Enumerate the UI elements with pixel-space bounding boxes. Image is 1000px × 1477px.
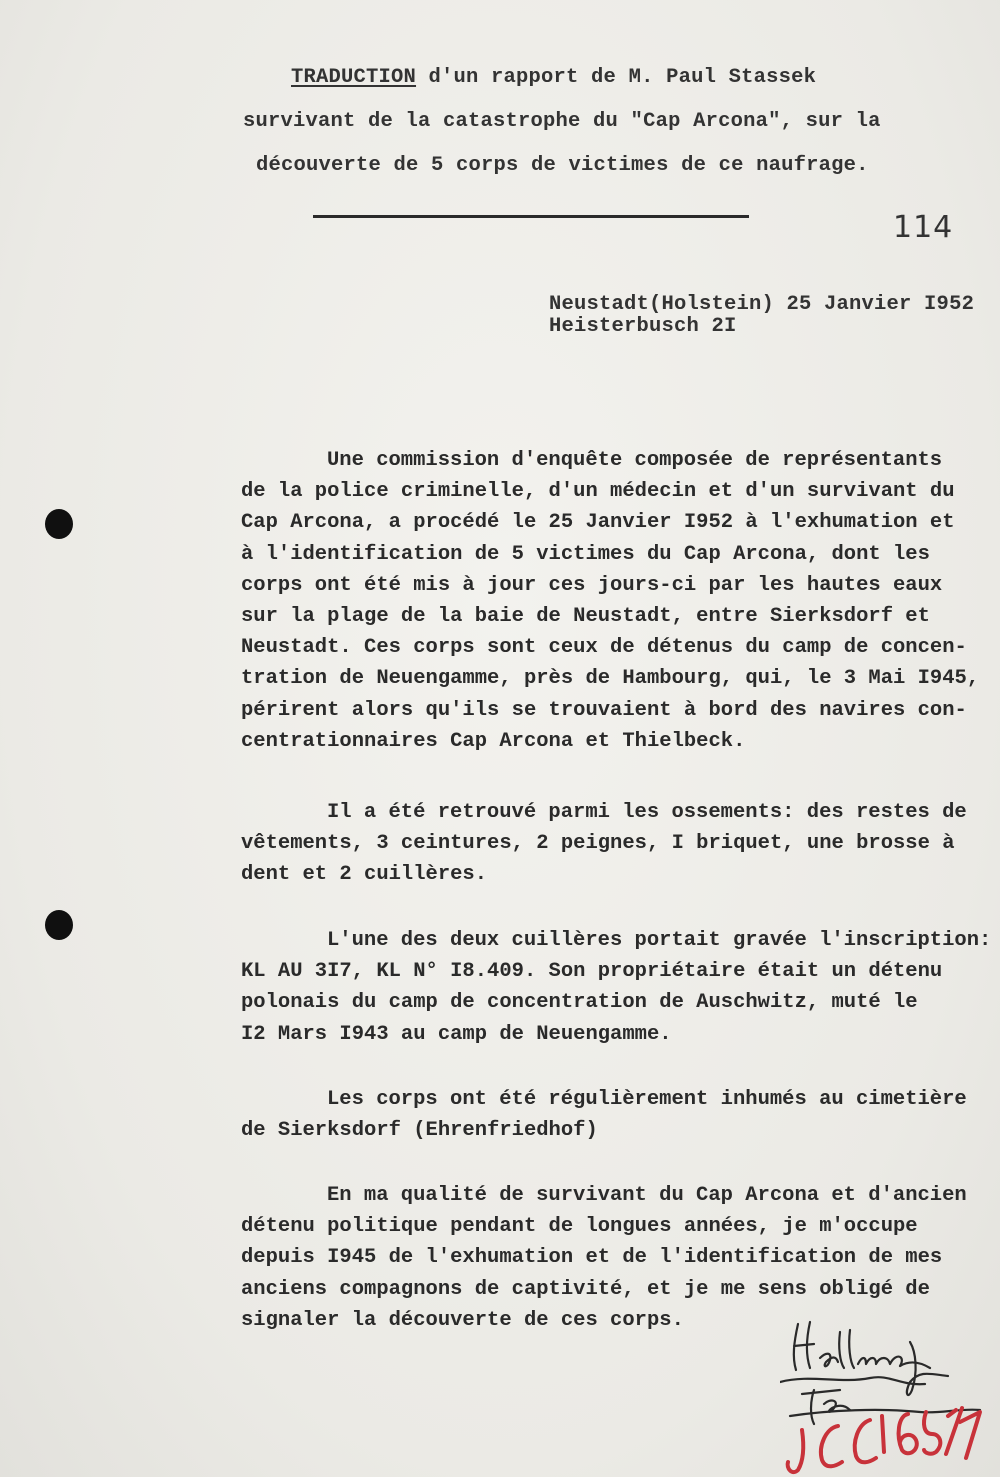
text-line: dent et 2 cuillères. [241, 863, 488, 887]
header-title-lead: TRADUCTION [291, 66, 417, 89]
place-date-line-1: Neustadt(Holstein) 25 Janvier I952 [549, 293, 975, 316]
text-line: L'une des deux cuillères portait gravée l'inscription: [327, 929, 992, 952]
text-line: En ma qualité de survivant du Cap Arcona et d'ancien [327, 1184, 967, 1207]
place-date-line-2: Heisterbusch 2I [549, 315, 737, 338]
text-line: anciens compagnons de captivité, et je me sens obligé de [241, 1277, 930, 1301]
text-line: périrent alors qu'ils se trouvaient à bord des navires con- [241, 698, 967, 722]
text-line: Cap Arcona, a procédé le 25 Janvier I952 à l'exhumation et [241, 511, 955, 535]
text-line: corps ont été mis à jour ces jours-ci par les hautes eaux [241, 573, 943, 597]
text-line: de Sierksdorf (Ehrenfriedhof) [241, 1119, 598, 1143]
red-stamp-icon [788, 1408, 980, 1472]
handwritten-signature-and-stamp [780, 1312, 990, 1477]
text-line: détenu politique pendant de longues années, je m'occupe [241, 1215, 918, 1239]
punch-hole-bottom [45, 910, 73, 940]
text-line: tration de Neuengamme, près de Hambourg, qui, le 3 Mai I945, [241, 667, 980, 691]
paragraph-1 [241, 445, 980, 757]
text-line: I2 Mars I943 au camp de Neuengamme. [241, 1022, 672, 1046]
text-line: de la police criminelle, d'un médecin et d'un survivant du [241, 480, 955, 504]
header-line-2: survivant de la catastrophe du "Cap Arcona", sur la [243, 110, 881, 133]
punch-hole-top [45, 509, 73, 539]
paragraph-3 [241, 925, 992, 1050]
text-line: depuis I945 de l'exhumation et de l'identification de mes [241, 1246, 943, 1270]
text-line: à l'identification de 5 victimes du Cap Arcona, dont les [241, 542, 930, 566]
header-line-3: découverte de 5 corps de victimes de ce naufrage. [256, 154, 869, 177]
header-divider [313, 215, 749, 218]
text-line: sur la plage de la baie de Neustadt, entre Sierksdorf et [241, 605, 930, 629]
page-number: 114 [893, 210, 954, 245]
text-line: Neustadt. Ces corps sont ceux de détenus du camp de concen- [241, 636, 967, 660]
header-line-1 [291, 62, 816, 94]
text-line: centrationnaires Cap Arcona et Thielbeck. [241, 729, 746, 753]
text-line: polonais du camp de concentration de Auschwitz, muté le [241, 991, 918, 1015]
text-line: signaler la découverte de ces corps. [241, 1308, 684, 1332]
text-line: Les corps ont été régulièrement inhumés au cimetière [327, 1088, 967, 1111]
paragraph-2 [241, 797, 971, 891]
text-line: Une commission d'enquête composée de représentants [327, 449, 943, 472]
signature-icon [780, 1322, 980, 1424]
text-line: Il a été retrouvé parmi les ossements: des restes de [327, 801, 967, 824]
paragraph-4 [241, 1084, 971, 1146]
text-line: vêtements, 3 ceintures, 2 peignes, I briquet, une brosse à [241, 832, 955, 856]
header-title-rest: d'un rapport de M. Paul Stassek [416, 66, 817, 89]
text-line: KL AU 3I7, KL N° I8.409. Son propriétaire était un détenu [241, 960, 943, 984]
